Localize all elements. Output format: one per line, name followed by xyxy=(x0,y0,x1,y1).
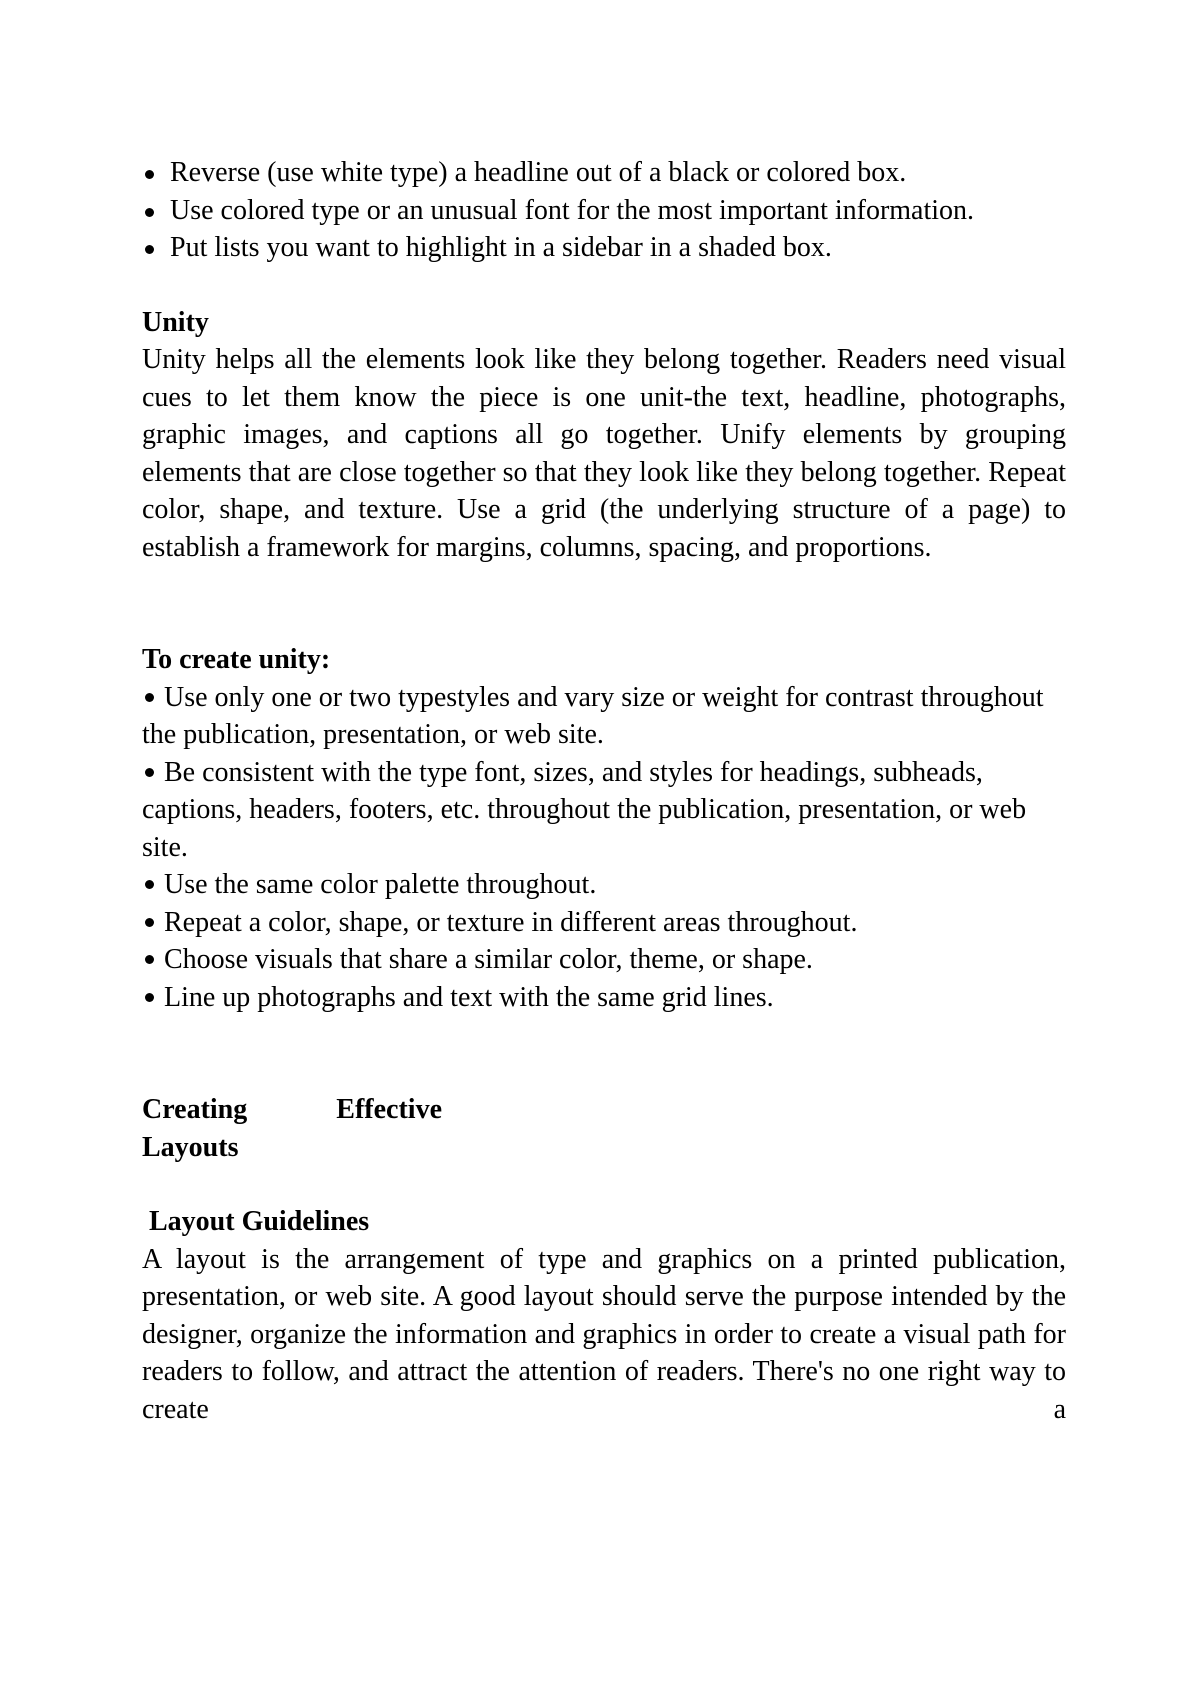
list-item-text: Choose visuals that share a similar color, theme, or shape. xyxy=(164,944,813,975)
list-item xyxy=(142,679,1066,754)
bullet-icon xyxy=(145,993,154,1002)
heading-first-line xyxy=(142,1091,442,1129)
bullet-icon xyxy=(145,955,154,964)
list-item xyxy=(142,904,1066,942)
list-item-text: Line up photographs and text with the same grid lines. xyxy=(164,981,774,1013)
list-item-text: Reverse (use white type) a headline out of a black or colored box. xyxy=(170,157,907,188)
list-item xyxy=(142,866,1066,904)
unity-paragraph: Unity helps all the elements look like they belong together. Readers need visual cues to let them know the piece is one unit-the text, headline, photographs, graphic images, and captions all go together. Unify elements by grouping elements that are close together so that they look like they belong together. Repeat color, shape, and texture. Use a grid (the underlying structure of a page) to establish a framework for margins, columns, spacing, and proportions. xyxy=(142,344,1066,563)
bullet-icon xyxy=(145,918,154,927)
create-unity-bullet-list xyxy=(142,679,1066,1017)
bullet-icon xyxy=(145,208,154,217)
heading-word: Creating xyxy=(142,1094,248,1125)
list-item-text: Be consistent with the type font, sizes, and styles for headings, subheads, captions, headers, footers, etc. throughout the publication, presentation, or web site. xyxy=(142,756,1027,863)
bullet-icon xyxy=(145,880,154,889)
list-item-text: Put lists you want to highlight in a sidebar in a shaded box. xyxy=(170,232,832,263)
section-heading-unity: Unity xyxy=(142,306,209,338)
list-item xyxy=(142,754,1066,867)
intro-bullet-list xyxy=(142,154,1066,267)
list-item xyxy=(142,979,1066,1017)
list-item-text: Use colored type or an unusual font for the most important information. xyxy=(170,194,975,226)
section-heading-creating-effective-layouts xyxy=(142,1091,442,1166)
bullet-icon xyxy=(145,245,154,254)
list-item xyxy=(142,229,1066,267)
list-item-text: Use the same color palette throughout. xyxy=(164,869,597,900)
list-item xyxy=(142,154,1066,192)
heading-word: Effective xyxy=(336,1094,442,1125)
bullet-icon xyxy=(145,170,154,179)
list-item-text: Repeat a color, shape, or texture in different areas throughout. xyxy=(164,906,858,938)
page-content xyxy=(142,154,1066,1428)
list-item xyxy=(142,941,1066,979)
section-heading-create-unity: To create unity: xyxy=(142,644,331,675)
heading-word: Layouts xyxy=(142,1131,239,1163)
list-item-text: Use only one or two typestyles and vary size or weight for contrast throughout the publication, presentation, or web site. xyxy=(142,681,1044,750)
bullet-icon xyxy=(145,693,154,702)
list-item xyxy=(142,192,1066,230)
subheading-layout-guidelines: Layout Guidelines xyxy=(149,1206,370,1237)
bullet-icon xyxy=(145,768,154,777)
layout-paragraph: A layout is the arrangement of type and graphics on a printed publication, presentation, or web site. A good layout should serve the purpose intended by the designer, organize the information and graphics in order to create a visual path for readers to follow, and attract the attention of readers. There's no one right way to create a xyxy=(142,1243,1066,1425)
